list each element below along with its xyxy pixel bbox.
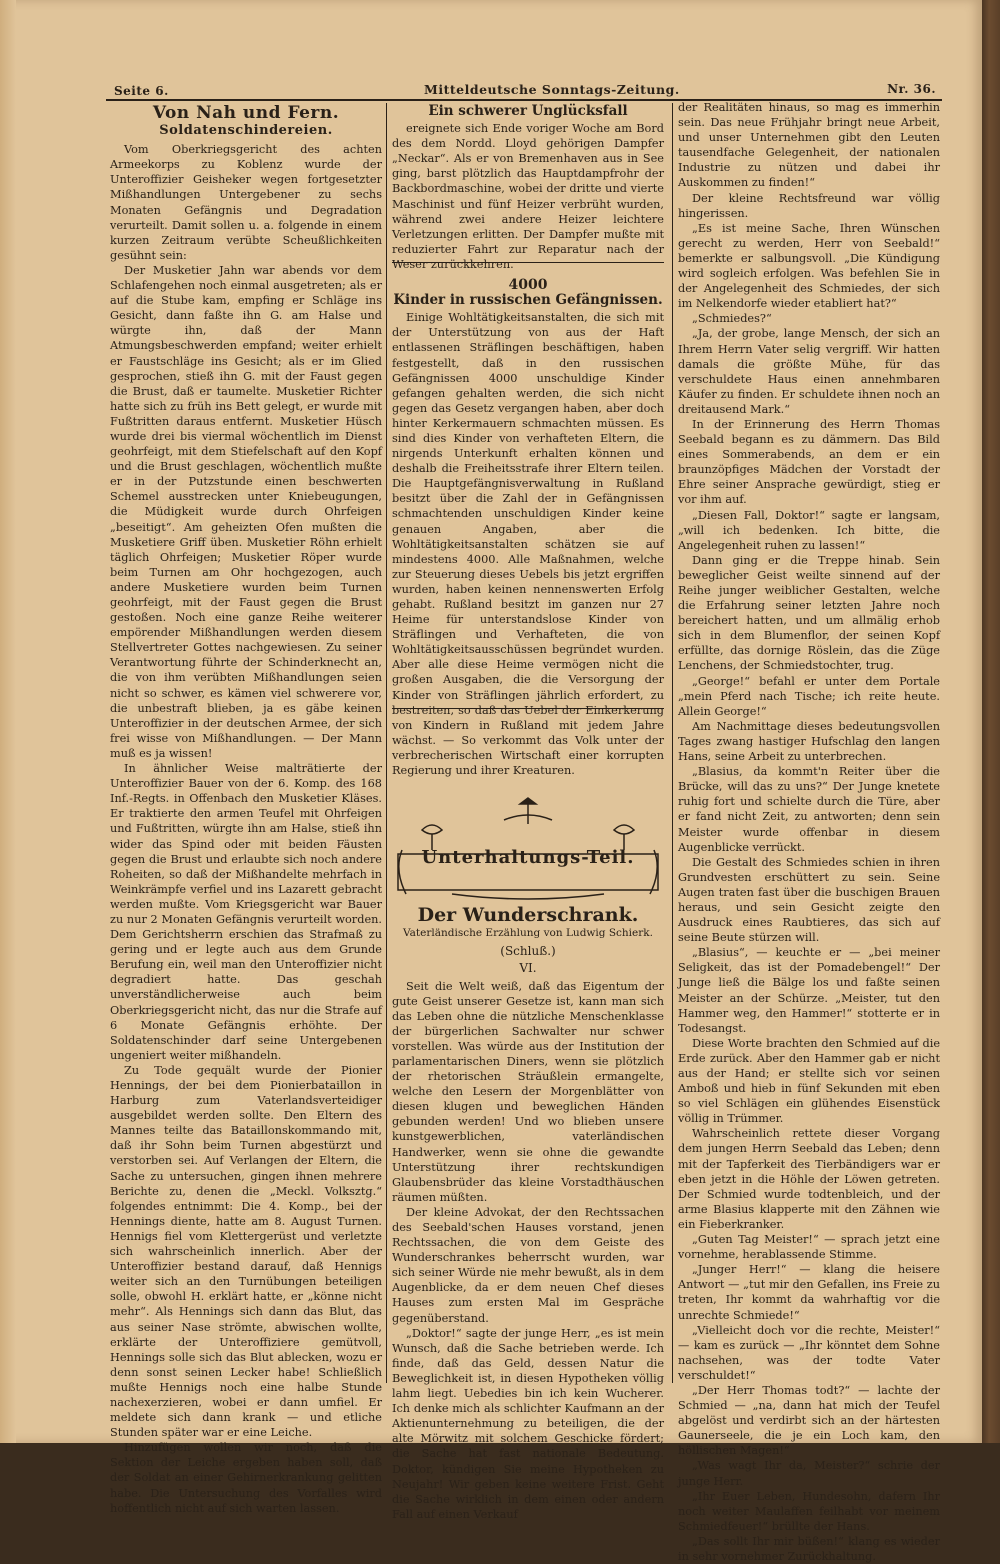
section-title: Von Nah und Fern. [152,103,340,123]
issue-number: Nr. 36. [887,82,936,96]
page-number-label: Seite 6. [114,84,169,98]
paragraph: „Der Herr Thomas todt?“ — lachte der Schmied — „na, dann hat mich der Teufel abgelöst und verdirbt sich an der härtesten Gaunerseele, die je ein Loch kam, den höllischen Magen!“ [678,1383,940,1458]
chapter-number: VI. [519,961,537,976]
column-divider-2 [672,103,673,1383]
paragraph: „Das sollt Ihr mir büßen!“ klang es wieder in sehr vornehmer Zurückhaltung. [678,1534,940,1563]
paragraph: Einige Wohltätigkeitsanstalten, die sich mit der Unterstützung von aus der Haft entlassenen Sträflingen beschäftigen, haben festgestellt, daß in den russischen Gefängnissen 4000 unschuldige Kinder gefangen gehalten werden, die sich nicht gegen das Gesetz vergangen haben, aber doch hinter Kerkermauern schmachten müssen. Es sind dies Kinder von verhafteten Eltern, die nirgends Unterkunft erhalten können und deshalb die Freiheitsstrafe ihrer Eltern teilen. Die Hauptgefängnisverwaltung in Rußland besitzt über die Zahl der in Gefängnissen schmachtenden unschuldigen Kinder keine genauen Angaben, aber die Wohltätigkeitsanstalten schätzen sie auf mindestens 4000. Alle Maßnahmen, welche zur Steuerung dieses Uebels bis jetzt ergriffen wurden, haben keinen nennenswerten Erfolg gehabt. Rußland besitzt im ganzen nur 27 Heime für unterstandslose Kinder von Sträflingen und Verhafteten, die von Wohltätigkeitsausschüssen begründet wurden. Aber alle diese Heime vermögen nicht die großen Ausgaben, die die Versorgung der Kinder von Sträflingen jährlich erfordert, zu bestreiten, so daß das Uebel der Einkerkerung von Kindern in Rußland mit jedem Jahre wächst. — So verkommt das Volk unter der verbrecherischen Wirtschaft einer korrupten Regierung und ihrer Kreaturen. [392,311,664,778]
paragraph: „Was wagt Ihr da, Meister?“ schrie der junge Herr. [678,1459,940,1488]
paragraph: Seit die Welt weiß, daß das Eigentum der gute Geist unserer Gesetze ist, kann man sich das Leben ohne die nützliche Menschenklasse der bürgerlichen Sachwalter nur schwer vorstellen. Was würde aus der Institution der parlamentarischen Diners, wenn sie plötzlich der rhetorischen Sträußlein ermangelte, welche den Lesern der Morgenblätter von diesen klugen und beweglichen Händen gebunden werden! Und wo blieben unsere kunstgewerblichen, vaterländischen Handwerker, wenn sie ohne die gewandte Unterstützung ihrer rechtskundigen Glaubensbrüder das kleine Vorstadthäuschen räumen müßten. [392,979,664,1204]
paragraph: Die Gestalt des Schmiedes schien in ihren Grundvesten erschüttert zu sein. Seine Augen traten fast über die buschigen Brauen heraus, und sein Gesicht zeigte den Ausdruck eines Raubtieres, das sich auf seine Beute stürzen will. [678,855,940,945]
entertainment-vignette [392,790,664,900]
paragraph: „Vielleicht doch vor die rechte, Meister!“ — kam es zurück — „Ihr könntet dem Sohne nachsehen, was der todte Vater verschuldet!“ [678,1323,940,1382]
article-title-accident: Ein schwerer Unglücksfall [428,103,628,119]
paragraph: „Doktor!“ sagte der junge Herr, „es ist mein Wunsch, daß die Sache betrieben werde. Ich finde, daß das Geld, dessen Natur die Beweglichkeit ist, in diesen Hypotheken völlig lahm liegt. Uebedies bin ich kein Wucherer. Ich denke mich als schlichter Kaufmann an der Aktienunternehmung zu beteiligen, die der alte Mörwitz mit solchem Geschicke fördert; die Sache hat fast nationale Bedeutung. Doktor, kündigen Sie meine Hypotheken zu Neujahr! Wir geben keine weitere Frist. Geht die Sache wirklich in dem einen oder andern Fall auf einen Verkauf [392,1326,664,1521]
newspaper-title: Mitteldeutsche Sonntags-Zeitung. [424,82,680,97]
paragraph: ereignete sich Ende voriger Woche am Bord des dem Nordd. Lloyd gehörigen Dampfer „Neckar“. Als er von Bremenhaven aus in See ging, barst plötzlich das Hauptdampfrohr der Backbordmaschine, wobei der dritte und vierte Maschinist und fünf Heizer verbrüht wurden, während zwei andere Heizer leichtere Verletzungen erlitten. Der Dampfer mußte mit reduzierter Fahrt zur Reparatur nach der Weser zurückkehren. [392,122,664,271]
article-title-children: Kinder in russischen Gefängnissen. [393,292,663,309]
column-1 [110,103,382,1515]
paragraph: „Blasius, da kommt'n Reiter über die Brücke, will das zu uns?“ Der Junge knetete ruhig fort und schielte durch die Türe, aber er fand nicht Zeit, zu antworten; denn sein Meister wurde offenbar in diesem Augenblicke verrückt. [678,765,940,854]
column-3 [678,100,940,1563]
paragraph: der Realitäten hinaus, so mag es immerhin sein. Das neue Frühjahr bringt neue Arbeit, und unser Unternehmen gibt den Leuten tausendfache Gelegenheit, der nationalen Industrie zu nützen und dabei ihr Auskommen zu finden!“ [678,101,940,190]
paragraph: Zu Tode gequält wurde der Pionier Hennings, der bei dem Pionierbataillon in Harburg zum Vaterlandsverteidiger ausgebildet werden sollte. Den Eltern des Mannes teilte das Bataillonskommando mit, daß ihr Sohn beim Turnen abgestürzt und verstorben sei. Auf Verlangen der Eltern, die Sache zu untersuchen, gingen ihnen mehrere Berichte zu, denen die „Meckl. Volksztg.“ folgendes entnimmt: Die 4. Komp., bei der Hennings diente, hatte am 8. August Turnen. Hennigs fiel vom Klettergerüst und verletzte sich wahrscheinlich innerlich. Aber der Unteroffizier bestand darauf, daß Hennigs weiter sich an den Turnübungen beteiligen solle, obwohl H. erklärt hatte, er „könne nicht mehr“. Als Hennings sich dann das Blut, das aus seiner Nase strömte, abwischen wollte, erklärte der Unteroffiziere gemütvoll, Hennings solle sich das Blut ablecken, wozu er denn sonst seinen Lecker habe! Schließlich mußte Hennigs noch eine halbe Stunde nachexerzieren, wobei er dann umfiel. Er meldete sich dann krank — und etliche Stunden später war er eine Leiche. [110,1063,382,1440]
paragraph: Hinzufügen wollen wir noch, daß die Sektion der Leiche ergeben haben soll, daß der Soldat an einer Gehirnerkrankung gelitten habe. Die Untersuchung des Vorfalles wird hoffentlich nicht auf sich warten lassen. [110,1441,382,1515]
page-header [106,80,942,98]
paragraph: „Ja, der grobe, lange Mensch, der sich an Ihrem Herrn Vater selig vergriff. Wir hatten damals die größte Mühe, für das verschuldete Haus einen annehmbaren Käufer zu finden. Er schuldete ihnen noch an dreitausend Mark.“ [678,327,940,416]
paragraph: In der Erinnerung des Herrn Thomas Seebald begann es zu dämmern. Das Bild eines Sommerabends, an dem er ein braunzöpfiges Mädchen der Vorstadt der Ehre seiner Ansprache gewürdigt, stieg er vor ihm auf. [678,417,940,507]
paragraph: „Schmiedes?“ [692,312,772,326]
paragraph: Am Nachmittage dieses bedeutungsvollen Tages zwang hastiger Hufschlag den langen Hans, seine Arbeit zu unterbrechen. [678,719,940,764]
entertainment-section-label: Unterhaltungs-Teil. [421,847,635,869]
paragraph: „Ihr Euer Leben, Hundesohn, dafern Ihr noch weiter Maulaffen feilhabt vor meinem Schmiedfeuer!“ brüllte der Hans. [678,1489,940,1533]
paragraph: Der kleine Rechtsfreund war völlig hingerissen. [678,191,940,220]
binding-edge [982,0,1000,1443]
article-subtitle: Soldatenschindereien. [159,123,333,139]
story-conclusion-note: (Schluß.) [500,944,556,959]
paragraph: Wahrscheinlich rettete dieser Vorgang dem jungen Herrn Seebald das Leben; denn mit der Tapferkeit des Tierbändigers war er eben jetzt in die Höhle der Löwen getreten. Der Schmied wurde todtenbleich, und der arme Blasius klapperte mit den Zähnen wie ein Fieberkranker. [678,1127,940,1231]
column-divider-1 [386,103,387,1383]
paragraph: Der kleine Advokat, der den Rechtssachen des Seebald'schen Hauses vorstand, jenen Rechtssachen, die von dem Geiste des Wunderschrankes beherrscht wurden, war sich seiner Würde nie mehr bewußt, als in dem Augenblicke, da er dem neuen Chef dieses Hauses zum ersten Mal im Gespräche gegenüberstand. [392,1205,664,1325]
ornament-icon [392,790,664,900]
column-2 [392,103,664,1521]
paragraph: „Guten Tag Meister!“ — sprach jetzt eine vornehme, herablassende Stimme. [678,1233,940,1262]
paragraph: Vom Oberkriegsgericht des achten Armeekorps zu Koblenz wurde der Unteroffizier Geisheker wegen fortgesetzter Mißhandlungen Untergebener zu sechs Monaten Gefängnis und Degradation verurteilt. Damit sollen u. a. folgende in einem kurzen Zeitraum verübte Scheußlichkeiten gesühnt sein: [110,143,382,262]
headline-number: 4000 [508,277,548,294]
paragraph: Diese Worte brachten den Schmied auf die Erde zurück. Aber den Hammer gab er nicht aus der Hand; er stellte sich vor seinen Amboß und hieb in fünf Sekunden mit eben so viel Schlägen ein glühendes Eisenstück völlig in Trümmer. [678,1036,940,1126]
paragraph: „Es ist meine Sache, Ihren Wünschen gerecht zu werden, Herr von Seebald!“ bemerkte er salbungsvoll. „Die Kündigung wird sogleich erfolgen. Was befehlen Sie in der Angelegenheit des Schmiedes, der sich im Nelkendorfe wieder etabliert hat?“ [678,221,940,311]
story-title: Der Wunderschrank. [417,904,639,927]
paragraph: „Blasius“, — keuchte er — „bei meiner Seligkeit, das ist der Pomadebengel!“ Der Junge ließ die Bälge los und faßte seinen Meister an der Schürze. „Meister, tut den Hammer weg, den Hammer!“ stotterte er in Todesangst. [678,946,940,1035]
page-left-edge [0,0,16,1443]
paragraph: In ähnlicher Weise malträtierte der Unteroffizier Bauer von der 6. Komp. des 168 Inf.-Regts. in Offenbach den Musketier Kläses. Er traktierte den armen Teufel mit Ohrfeigen und Fußtritten, würgte ihn am Halse, stieß ihn wider das Spind oder mit beiden Fäusten gegen die Brust und erlaubte sich noch andere Roheiten, so daß der Mißhandelte mehrfach in Weinkrämpfe verfiel und ins Lazarett gebracht werden mußte. Vom Kriegsgericht war Bauer zu nur 2 Monaten Gefängnis verurteilt worden. Dem Gerichtsherrn erschien das Strafmaß zu gering und er legte auch aus dem Grunde Berufung ein, weil man den Unteroffizier nicht degradiert hatte. Das geschah unverständlicherweise auch beim Oberkriegsgericht nicht, das nur die Strafe auf 6 Monate Gefängnis erhöhte. Der Soldatenschinder darf seine Untergebenen ungeniert weiter mißhandeln. [110,762,382,1062]
paragraph: Der Musketier Jahn war abends vor dem Schlafengehen noch einmal ausgetreten; als er auf die Stube kam, empfing er Schläge ins Gesicht, dann faßte ihn G. am Halse und würgte ihn, daß der Mann Atmungsbeschwerden empfand; weiter erhielt er Faustschläge ins Gesicht; als er im Glied gesprochen, stieß ihn G. mit der Faust gegen die Brust, daß er taumelte. Musketier Richter hatte sich zu früh ins Bett gelegt, er wurde mit Fußtritten daraus entfernt. Musketier Hüsch wurde drei bis viermal wöchentlich im Dienst geohrfeigt, mit dem Stiefelschaft auf den Kopf und die Brust geschlagen, wöchentlich mußte er in der Putzstunde einen beschwerten Schemel ausstrecken unter Kniebeugungen, die Müdigkeit wurde durch Ohrfeigen „beseitigt“. Am geheizten Ofen mußten die Musketiere Griff üben. Musketier Röhn erhielt täglich Ohrfeigen; Musketier Röper wurde beim Turnen am Ohr hochgezogen, auch andere Musketiere wurden beim Turnen geohrfeigt, mit der Faust gegen die Brust gestoßen. Noch eine ganze Reihe weiterer empörender Mißhandlungen werden diesem Stellvertreter Gottes nachgewiesen. Zu seiner Verantwortung führte der Schinderknecht an, die von ihm verübten Mißhandlungen seien nicht so schwer, es kämen viel schwerere vor, die unbestraft blieben, ja es gäbe keinen Unteroffizier in der deutschen Armee, der sich frei wisse von Mißhandlungen. — Der Mann muß es ja wissen! [110,263,382,760]
paragraph: Dann ging er die Treppe hinab. Sein beweglicher Geist weilte sinnend auf der Reihe junger weiblicher Gestalten, welche die Erfahrung seiner letzten Jahre noch bereichert hatten, und um allmälig erhob sich in dem Blumenflor, der seinen Kopf erfüllte, das dornige Röslein, das die Züge Lenchens, der Schmiedstochter, trug. [678,553,940,673]
paragraph: „George!“ befahl er unter dem Portale „mein Pferd nach Tische; ich reite heute. Allein George!“ [678,674,940,718]
paragraph: „Diesen Fall, Doktor!“ sagte er langsam, „will ich bedenken. Ich bitte, die Angelegenheit ruhen zu lassen!“ [678,508,940,552]
story-byline: Vaterländische Erzählung von Ludwig Schierk. [403,927,653,940]
paragraph: „Junger Herr!“ — klang die heisere Antwort — „tut mir den Gefallen, ins Freie zu treten, Ihr kommt da wahrhaftig vor die unrechte Schmiede!“ [678,1263,940,1322]
